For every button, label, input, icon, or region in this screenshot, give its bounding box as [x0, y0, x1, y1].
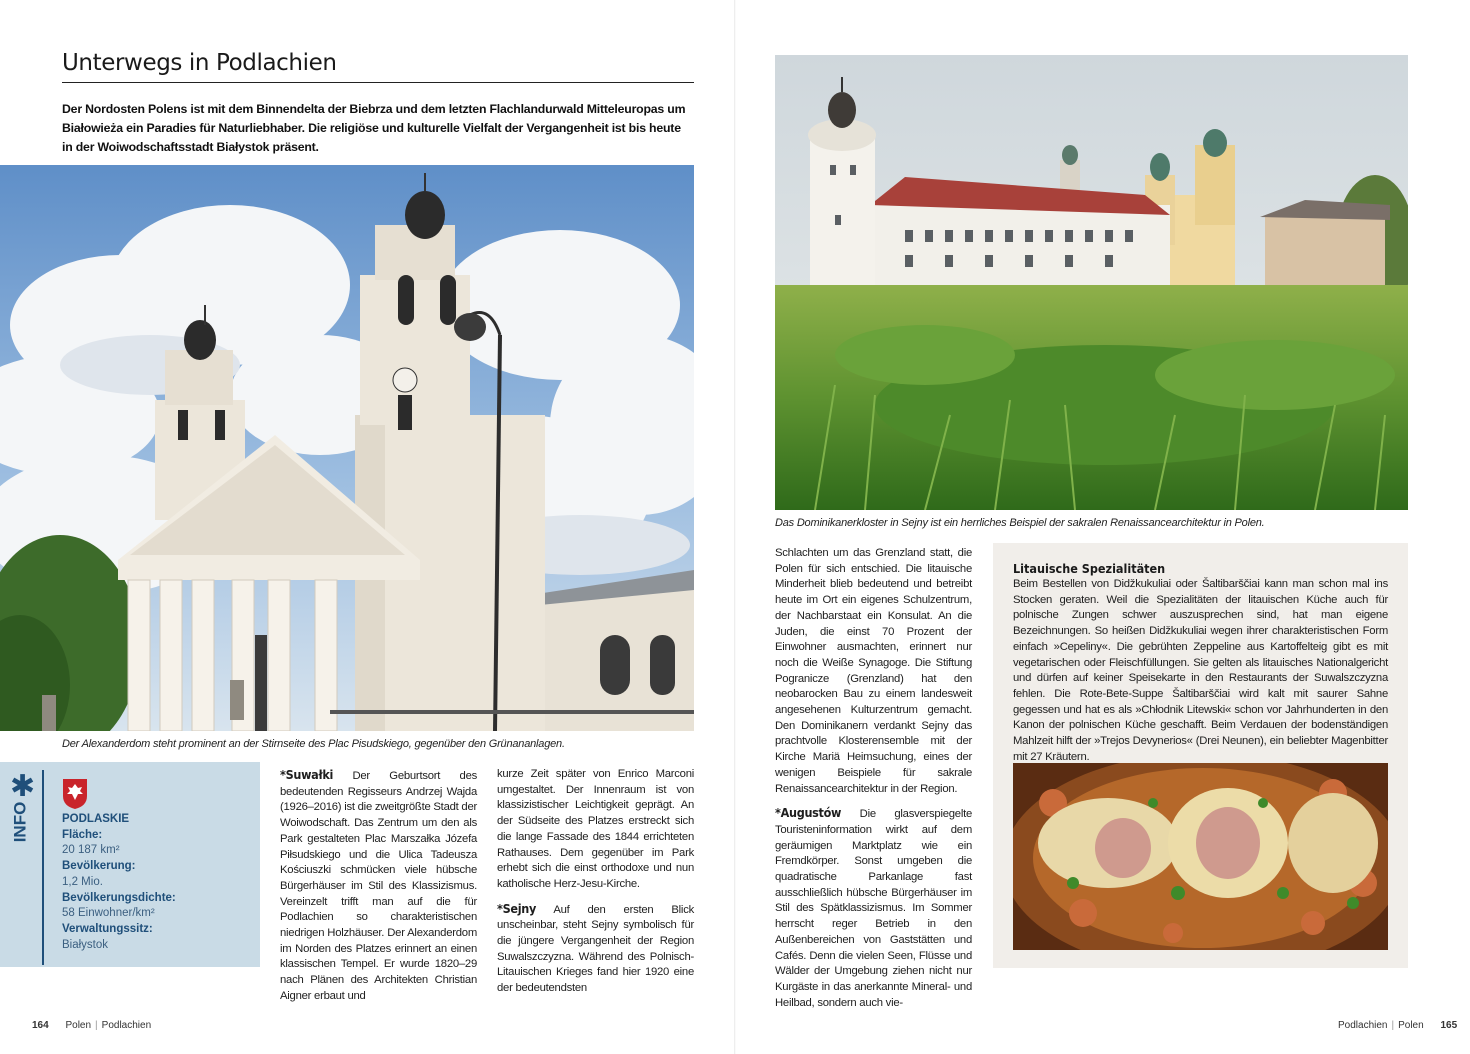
info-region: PODLASKIE	[62, 813, 130, 825]
page-title: Unterwegs in Podlachien	[62, 50, 337, 76]
section-text-sejny-cont: Schlachten um das Grenzland statt, die Polen für sich entschied. Die litauische Minderheit blieb bedeutend und betreibt heute im Ort ein eigenes Schulzentrum, der Nachbarstaat ein Konsulat. An die Juden, die einst 70 Prozent der Einwohner ausmachten, erinnert nur noch die Weiße Synagoge. Die Stiftung Pogranicze (Grenzland) hat den neobarocken Bau zu einem landesweit angesehenen Kulturzentrum gemacht. Den Dominikanern verdankt Sejny das prachtvolle Klosterensemble mit der Kirche Mariä Heimsuchung, eines der wenigen Beispiele für sakrale Renaissancearchitektur in der Region.	[775, 547, 972, 795]
cathedral-photo	[0, 165, 694, 731]
page-number: 164	[32, 1020, 49, 1031]
sidebar-title: Litauische Spezialitäten	[1013, 561, 1166, 576]
footer-chapter: Podlachien	[1338, 1020, 1388, 1031]
section-lead-suwalki: *Suwałki	[280, 767, 334, 782]
footer-section: Polen	[1398, 1020, 1424, 1031]
info-field-value: Białystok	[62, 938, 109, 951]
text-column-2	[497, 767, 694, 1005]
section-text-sejny: Auf den ersten Blick unscheinbar, steht Sejny symbolisch für die jüngere Vergangenheit der Region Suwalszczyzna. Während des Polnisch-Litauischen Krieges fand hier 1920 eine der bedeutendsten	[497, 903, 694, 995]
page-heading	[62, 48, 694, 83]
section-text-augustow: Die glasverspiegelte Touristeninformation wirkt auf dem geräumigen Marktplatz wie ein Fremdkörper. Sonst umgeben die quadratische Parkanlage fast ausschließlich hübsche Bürgerhäuser im Stil des Spätklassizismus. Im Sommer herrscht reger Betrieb in den Außenbereichen von Gaststätten und Cafés. Denn die vielen Seen, Flüsse und Wälder der Umgebung ziehen nicht nur Kurgäste in das anerkannte Mineral- und Heilbad, sondern auch vie-	[775, 808, 973, 1009]
info-field-label: Fläche:	[62, 828, 103, 841]
section-lead-augustow: *Augustów	[775, 805, 842, 821]
info-field-label: Bevölkerungsdichte:	[62, 891, 176, 904]
section-text-suwalki-cont: kurze Zeit später von Enrico Marconi umgestaltet. Der Innenraum ist von klassizistischer Leichtigkeit geprägt. An der Südseite des Platzes erstreckt sich die lange Fassade des 1844 errichteten Rathauses. Dem gegenüber im Park erhebt sich die einst orthodoxe und nun katholische Herz-Jesu-Kirche.	[497, 768, 694, 890]
monastery-photo	[775, 55, 1408, 510]
page-number: 165	[1440, 1020, 1458, 1031]
info-field-value: 1,2 Mio.	[62, 875, 103, 888]
info-facts	[62, 812, 252, 953]
sidebar-text: Beim Bestellen von Didžkukuliai oder Šaltibarščiai kann man schon mal ins Stocken geraten. Weil die Spezialitäten der litauischen Küche auch für polnische Zungen schwer auszusprechen sind, hat man eigene Bezeichnungen. So heißen Didžkukuliai wegen ihrer charakteristischen Form einfach »Cepeliny«. Die gebrühten Zeppeline aus Kartoffelteig gibt es mit vegetarischen oder Fleischfüllungen. Sie gelten als litauisches Nationalgericht und dürfen auf keiner Speisekarte in den Restaurants der Suwalszczyzna fehlen. Die Rote-Bete-Suppe Šaltibarščiai wird kalt mit saurer Sahne gegessen und hat es als »Chłodnik Litewski« schon vor Jahrhunderten in den Kanon der polnischen Küche geschafft. Beim Verdauen der bodenständigen Mahlzeit hilft der »Trejos Devynerios« (Drei Neunen), ein beliebter Magenbitter mit 27 Kräutern.	[1013, 578, 1388, 763]
section-text-suwalki: Der Geburtsort des bedeutenden Regisseurs Andrzej Wajda (1926–2016) ist die zweitgrößte Stadt der Woiwodschaft. Das Zentrum um den als Park gestalteten Plac Marszałka Józefa Piłsudskiego und die Ulica Tadeusza Kościuszki schmücken viele hübsche Bürgerhäuser im Stil des Klassizismus. Vereinzelt trifft man auf die für Podlachien so charakteristischen niedrigen Holzhäuser. Der Alexanderdom im Norden des Platzes erinnert an einen klassischen Tempel. Er wurde 1820–29 nach Plänen des Architekten Christian Aigner erbaut und	[280, 770, 478, 1002]
food-photo	[1013, 763, 1388, 950]
text-column-1	[280, 767, 477, 1013]
coat-of-arms-icon	[62, 778, 88, 810]
cathedral-caption: Der Alexanderdom steht prominent an der Stirnseite des Plac Pisudskiego, gegenüber den Grünananlagen.	[62, 738, 565, 750]
section-lead-sejny: *Sejny	[497, 900, 536, 916]
monastery-caption: Das Dominikanerkloster in Sejny ist ein herrliches Beispiel der sakralen Renaissancearchitektur in Polen.	[775, 517, 1265, 529]
footer-section: Polen	[65, 1020, 92, 1031]
intro-paragraph: Der Nordosten Polens ist mit dem Binnendelta der Biebrza und dem letzten Flachlandurwald Mitteleuropas um Białowieża ein Paradies für Naturliebhaber. Die religiöse und kulturelle Vielfalt der Vergangenheit ist bis heute in der Woiwodschaftsstadt Białystok präsent.	[62, 102, 686, 154]
info-label-text: INFO	[10, 801, 30, 843]
info-label	[4, 800, 38, 844]
info-field-value: 58 Einwohner/km²	[62, 907, 155, 920]
info-field-value: 20 187 km²	[62, 844, 120, 857]
page-gutter	[734, 0, 736, 1054]
info-divider	[42, 770, 44, 965]
footer-right: Podlachien | Polen 165	[1338, 1020, 1458, 1031]
asterisk-icon: ✱	[10, 770, 36, 803]
info-field-label: Bevölkerung:	[62, 860, 136, 873]
footer-chapter: Podlachien	[101, 1020, 152, 1031]
footer-left: 164 Polen | Podlachien	[32, 1020, 152, 1031]
info-field-label: Verwaltungssitz:	[62, 922, 153, 935]
text-column-3	[775, 546, 972, 1019]
